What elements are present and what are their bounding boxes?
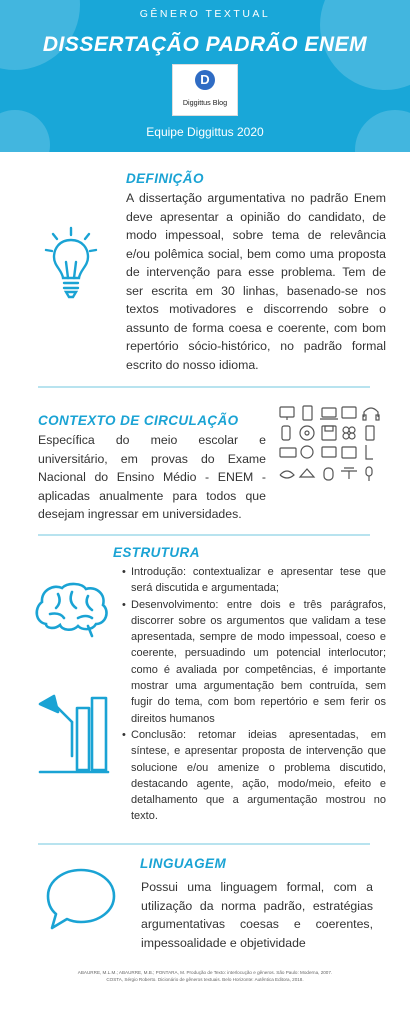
reference-item: ABAURRE, M.L.M.; ABAURRE, M.B.; PONTARA, M. Produção de Texto: interlocução e gêneros. São Paulo: Moderna, 2007. [77,970,333,975]
brain-icon [32,580,110,638]
contexto-title: CONTEXTO DE CIRCULAÇÃO [38,413,239,428]
genre-kicker: GÊNERO TEXTUAL [139,8,271,20]
reference-item: COSTA, Sérgio Roberto. Dicionário de gêneros textuais. Belo Horizonte: Autêntica Editora, 2018. [106,976,304,982]
section-divider [38,843,370,845]
team-label: Equipe Diggittus 2020 [146,125,264,139]
definicao-text: A dissertação argumentativa no padrão Enem deve apresentar a opinião do candidato, de modo impessoal, sobre tema de relevância e/ou polêmica social, bem como uma proposta de intervenção para esse problema. Tem de ser escrita em 30 linhas, basenado-se nos textos motivadores e discorrendo sobre o assunto de forma coesa e coerente, com bom repertório sócio-histórico, no padrão formal escrito do nosso idioma. [126,191,386,372]
lightbulb-icon [44,226,98,306]
logo-label: Diggittus Blog [182,98,228,107]
list-item: • Desenvolvimento: entre dois e três parágrafos, discorrer sobre os argumentos que validam a tese apresentada, sempre de modo impessoal, coeso e coerente, persuadindo um potencial interlocutor; como é avaliada por competências, é importante mostrar uma argumentação bem contruída, sem fugir do tema, com bom repertório e sem ferir os direitos humanos [122,597,386,727]
estrutura-list [122,564,386,825]
linguagem-title: LINGUAGEM [140,856,227,871]
definicao-title: DEFINIÇÃO [126,171,204,186]
section-divider [38,386,370,388]
list-item: • Conclusão: retomar ideias apresentadas, em síntese, e apresentar proposta de intervenção que solucione e/ou amenize o problema discutido, destacando agente, ação, modo/meio, efeito e detalhamento que a argumentação mostrou no texto. [122,727,386,825]
page-title: DISSERTAÇÃO PADRÃO ENEM [42,33,368,56]
desk-lamp-books-icon [38,692,110,774]
contexto-text: Específica do meio escolar e universitário, em provas do Exame Nacional do Ensino Médio - ENEM - aplicadas anualmente para todos que desejam ingressar em universidades. [38,433,266,521]
devices-grid-icon [278,405,380,485]
speech-bubble-icon [44,866,118,932]
list-item: • Introdução: contextualizar e apresentar tese que será discutida e argumentada; [122,564,386,597]
header-banner [0,0,410,152]
blog-logo[interactable] [172,64,238,116]
estrutura-title: ESTRUTURA [113,545,200,560]
linguagem-text: Possui uma linguagem formal, com a utilização da norma padrão, estratégias argumentativas coesas e coerentes, impessoalidade e objetividade [141,880,373,950]
section-divider [38,534,370,536]
references [60,970,350,983]
logo-letter: D [195,70,215,90]
